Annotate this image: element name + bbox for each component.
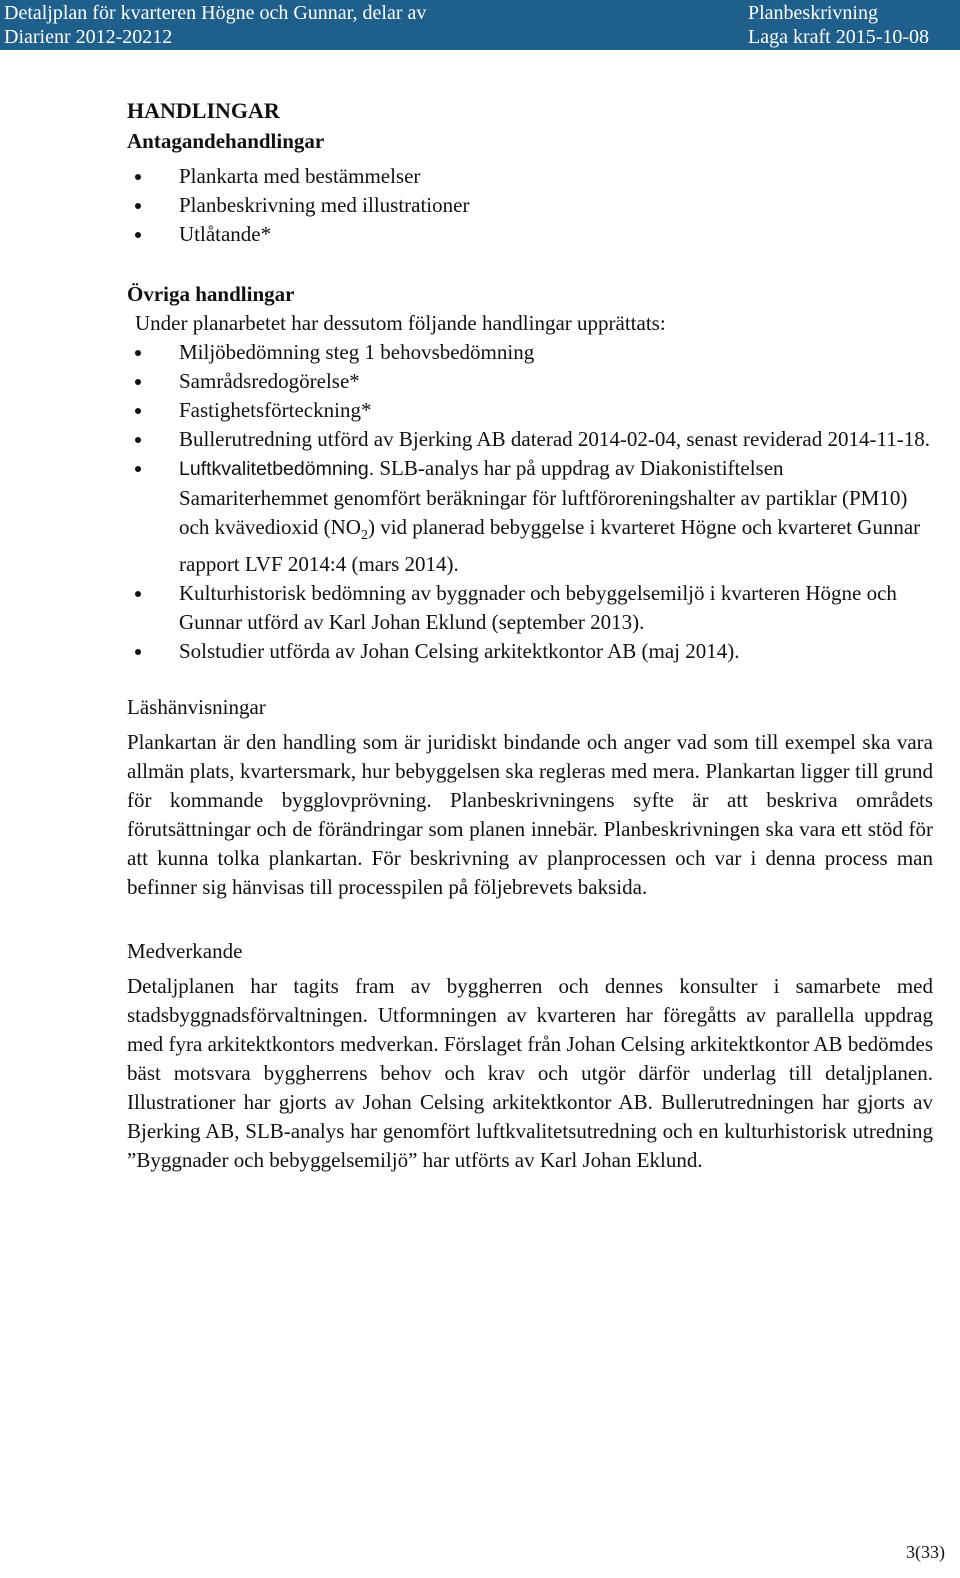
header-diarienr: Diarienr 2012-20212 (4, 26, 173, 48)
list-item-text: Plankarta med bestämmelser (179, 164, 421, 188)
ovriga-intro: Under planarbetet har dessutom följande handlingar upprättats: (135, 311, 666, 335)
bullet-icon (135, 379, 141, 385)
list-item-text: Solstudier utförda av Johan Celsing arkitektkontor AB (maj 2014). (179, 639, 740, 664)
luftkvalitet-description-end: ) vid planerad bebyggelse i kvarteret Högne och kvarteret Gunnar rapport LVF 2014:4 (mars 2014). (179, 515, 921, 577)
header-doc-type: Planbeskrivning (748, 2, 878, 24)
bullet-icon (135, 437, 141, 443)
list-ovriga-handlingar (127, 338, 933, 666)
header-laga-kraft: Laga kraft 2015-10-08 (748, 26, 930, 48)
heading-medverkande: Medverkande (127, 939, 243, 964)
list-item (127, 162, 933, 191)
lashanvisningar-body: Plankartan är den handling som är juridiskt bindande och anger vad som till exempel ska vara allmän plats, kvartersmark, hur bebyggelsen ska regleras med mera. Plankartan ligger till grund för kommande bygglovprövning. Planbeskrivningens syfte är att beskriva områdets förutsättningar och de förändringar som planen innebär. Planbeskrivningen ska vara ett stöd för att kunna tolka plankartan. För beskrivning av planprocessen och var i denna process man befinner sig hänvisas till processpilen på följebrevets baksida. (127, 730, 933, 900)
medverkande-body: Detaljplanen har tagits fram av byggherren och dennes konsulter i samarbete med stadsbyggnadsförvaltningen. Utformningen av kvarteren har föregåtts av parallella uppdrag med fyra arkitektkontors medverkan. Förslaget från Johan Celsing arkitektkontor AB bedömdes bäst motsvara byggherrens behov och krav och utgör därför underlag till detaljplanen. Illustrationer har gjorts av Johan Celsing arkitektkontor AB. Bullerutredningen har gjorts av Bjerking AB, SLB-analys har genomfört luftkvalitetsutredning och en kulturhistorisk utredning ”Byggnader och bebyggelsemiljö” har utförts av Karl Johan Eklund. (127, 974, 933, 1173)
bullet-icon (135, 466, 141, 472)
bullet-icon (135, 174, 141, 180)
header-plan-title: Detaljplan för kvarteren Högne och Gunnar, delar av (4, 2, 427, 24)
list-item-text: Fastighetsförteckning* (179, 398, 372, 422)
list-item (127, 454, 933, 579)
bullet-icon (135, 203, 141, 209)
list-item (127, 637, 933, 666)
header-left (4, 1, 426, 49)
page-number: 3(33) (906, 1542, 945, 1562)
list-item-text: Luftkvalitetbedömning. (179, 458, 375, 480)
list-item-text: Planbeskrivning med illustrationer (179, 193, 470, 217)
bullet-icon (135, 232, 141, 238)
list-item-text: Bullerutredning utförd av Bjerking AB daterad 2014-02-04, senast reviderad 2014-11-18. (179, 427, 930, 451)
list-item (127, 191, 933, 220)
page-content (127, 96, 933, 1175)
list-item-text: Kulturhistorisk bedömning av byggnader och bebyggelsemiljö i kvarteren Högne och Gunnar utförd av Karl Johan Eklund (september 2013). (179, 581, 897, 635)
no2-subscript: 2 (360, 528, 368, 544)
section-lashanvisningar (127, 692, 933, 902)
list-item (127, 396, 933, 425)
list-item-luftkvalitet (179, 454, 933, 579)
list-item (127, 367, 933, 396)
list-antagandehandlingar (127, 162, 933, 249)
list-item-text: Miljöbedömning steg 1 behovsbedömning (179, 340, 535, 364)
bullet-icon (135, 649, 141, 655)
list-item (127, 425, 933, 454)
heading-ovriga-handlingar: Övriga handlingar (127, 282, 295, 306)
heading-lashanvisningar: Läshänvisningar (127, 695, 266, 720)
list-item-text: Samrådsredogörelse* (179, 369, 360, 393)
list-item-text: Utlåtande* (179, 222, 272, 246)
heading-handlingar: HANDLINGAR (127, 98, 280, 123)
bullet-icon (135, 408, 141, 414)
heading-antagandehandlingar: Antagandehandlingar (127, 129, 325, 153)
bullet-icon (135, 350, 141, 356)
luftkvalitet-description: SLB-analys har på uppdrag av Diakonistiftelsen Samariterhemmet genomfört beräkningar för luftföroreningshalter av partiklar (PM10) och kvävedioxid (NO (179, 456, 908, 539)
header-right (748, 1, 929, 49)
list-item (127, 338, 933, 367)
section-ovriga-handlingar (127, 279, 933, 666)
section-medverkande (127, 936, 933, 1175)
page-header (0, 0, 960, 50)
section-handlingar (127, 96, 933, 249)
list-item (127, 220, 933, 249)
bullet-icon (135, 591, 141, 597)
list-item (127, 579, 933, 637)
